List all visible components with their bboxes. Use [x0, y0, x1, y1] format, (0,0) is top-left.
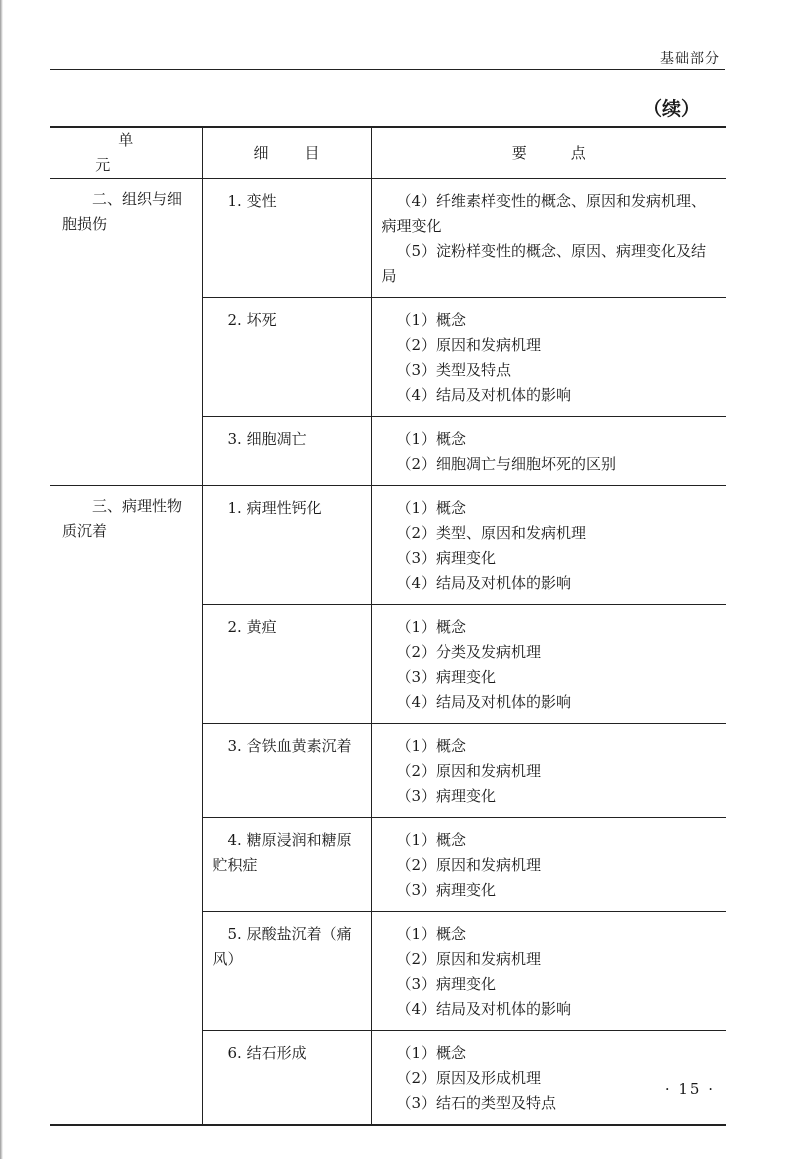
point-item: （1）概念: [396, 430, 467, 448]
point-item: （2）原因及形成机理: [396, 1069, 542, 1087]
points-cell: [371, 417, 726, 486]
point-item: （1）概念: [396, 925, 467, 943]
point-item: （1）概念: [396, 737, 467, 755]
point-item: （5）淀粉样变性的概念、原因、病理变化及结局: [381, 242, 707, 285]
detail-cell: 3. 细胞凋亡: [202, 417, 371, 486]
detail-cell: 1. 变性: [202, 179, 371, 298]
point-item: （2）细胞凋亡与细胞坏死的区别: [396, 455, 617, 473]
running-header: 基础部分: [660, 51, 720, 67]
points-cell: [371, 605, 726, 724]
points-cell: [371, 818, 726, 912]
point-item: （3）类型及特点: [396, 361, 512, 379]
detail-cell: 6. 结石形成: [202, 1031, 371, 1126]
point-item: （3）病理变化: [396, 881, 497, 899]
continued-label: （续）: [642, 98, 700, 120]
point-item: （1）概念: [396, 618, 467, 636]
point-item: （4）结局及对机体的影响: [396, 574, 572, 592]
points-cell: [371, 912, 726, 1031]
page-number: · 15 ·: [664, 1080, 715, 1098]
point-item: （4）结局及对机体的影响: [396, 1000, 572, 1018]
point-item: （4）结局及对机体的影响: [396, 693, 572, 711]
point-item: （3）病理变化: [396, 668, 497, 686]
point-item: （2）原因和发病机理: [396, 762, 542, 780]
syllabus-table: [50, 126, 726, 1126]
table-row: [50, 486, 726, 605]
points-cell: [371, 179, 726, 298]
point-item: （4）纤维素样变性的概念、原因和发病机理、病理变化: [381, 192, 707, 235]
point-item: （3）病理变化: [396, 549, 497, 567]
point-item: （2）分类及发病机理: [396, 643, 542, 661]
point-item: （2）原因和发病机理: [396, 336, 542, 354]
column-header-unit: 单元: [50, 127, 202, 179]
point-item: （1）概念: [396, 499, 467, 517]
point-item: （1）概念: [396, 1044, 467, 1062]
detail-cell: 4. 糖原浸润和糖原贮积症: [202, 818, 371, 912]
unit-cell: 二、组织与细胞损伤: [50, 179, 202, 486]
detail-cell: 5. 尿酸盐沉着（痛风）: [202, 912, 371, 1031]
point-item: （4）结局及对机体的影响: [396, 386, 572, 404]
point-item: （3）病理变化: [396, 975, 497, 993]
unit-cell: 三、病理性物质沉着: [50, 486, 202, 1126]
point-item: （3）结石的类型及特点: [396, 1094, 557, 1112]
detail-cell: 2. 黄疸: [202, 605, 371, 724]
points-cell: [371, 486, 726, 605]
point-item: （2）类型、原因和发病机理: [396, 524, 587, 542]
detail-cell: 2. 坏死: [202, 298, 371, 417]
point-item: （2）原因和发病机理: [396, 856, 542, 874]
detail-cell: 3. 含铁血黄素沉着: [202, 724, 371, 818]
point-item: （2）原因和发病机理: [396, 950, 542, 968]
header-rule: [50, 69, 725, 70]
table-row: [50, 179, 726, 298]
points-cell: [371, 724, 726, 818]
point-item: （1）概念: [396, 831, 467, 849]
column-header-detail: 细目: [202, 127, 371, 179]
points-cell: [371, 1031, 726, 1126]
point-item: （3）病理变化: [396, 787, 497, 805]
column-header-points: 要点: [371, 127, 726, 179]
points-cell: [371, 298, 726, 417]
table-header-row: [50, 127, 726, 179]
binding-edge: [0, 0, 3, 1159]
point-item: （1）概念: [396, 311, 467, 329]
detail-cell: 1. 病理性钙化: [202, 486, 371, 605]
